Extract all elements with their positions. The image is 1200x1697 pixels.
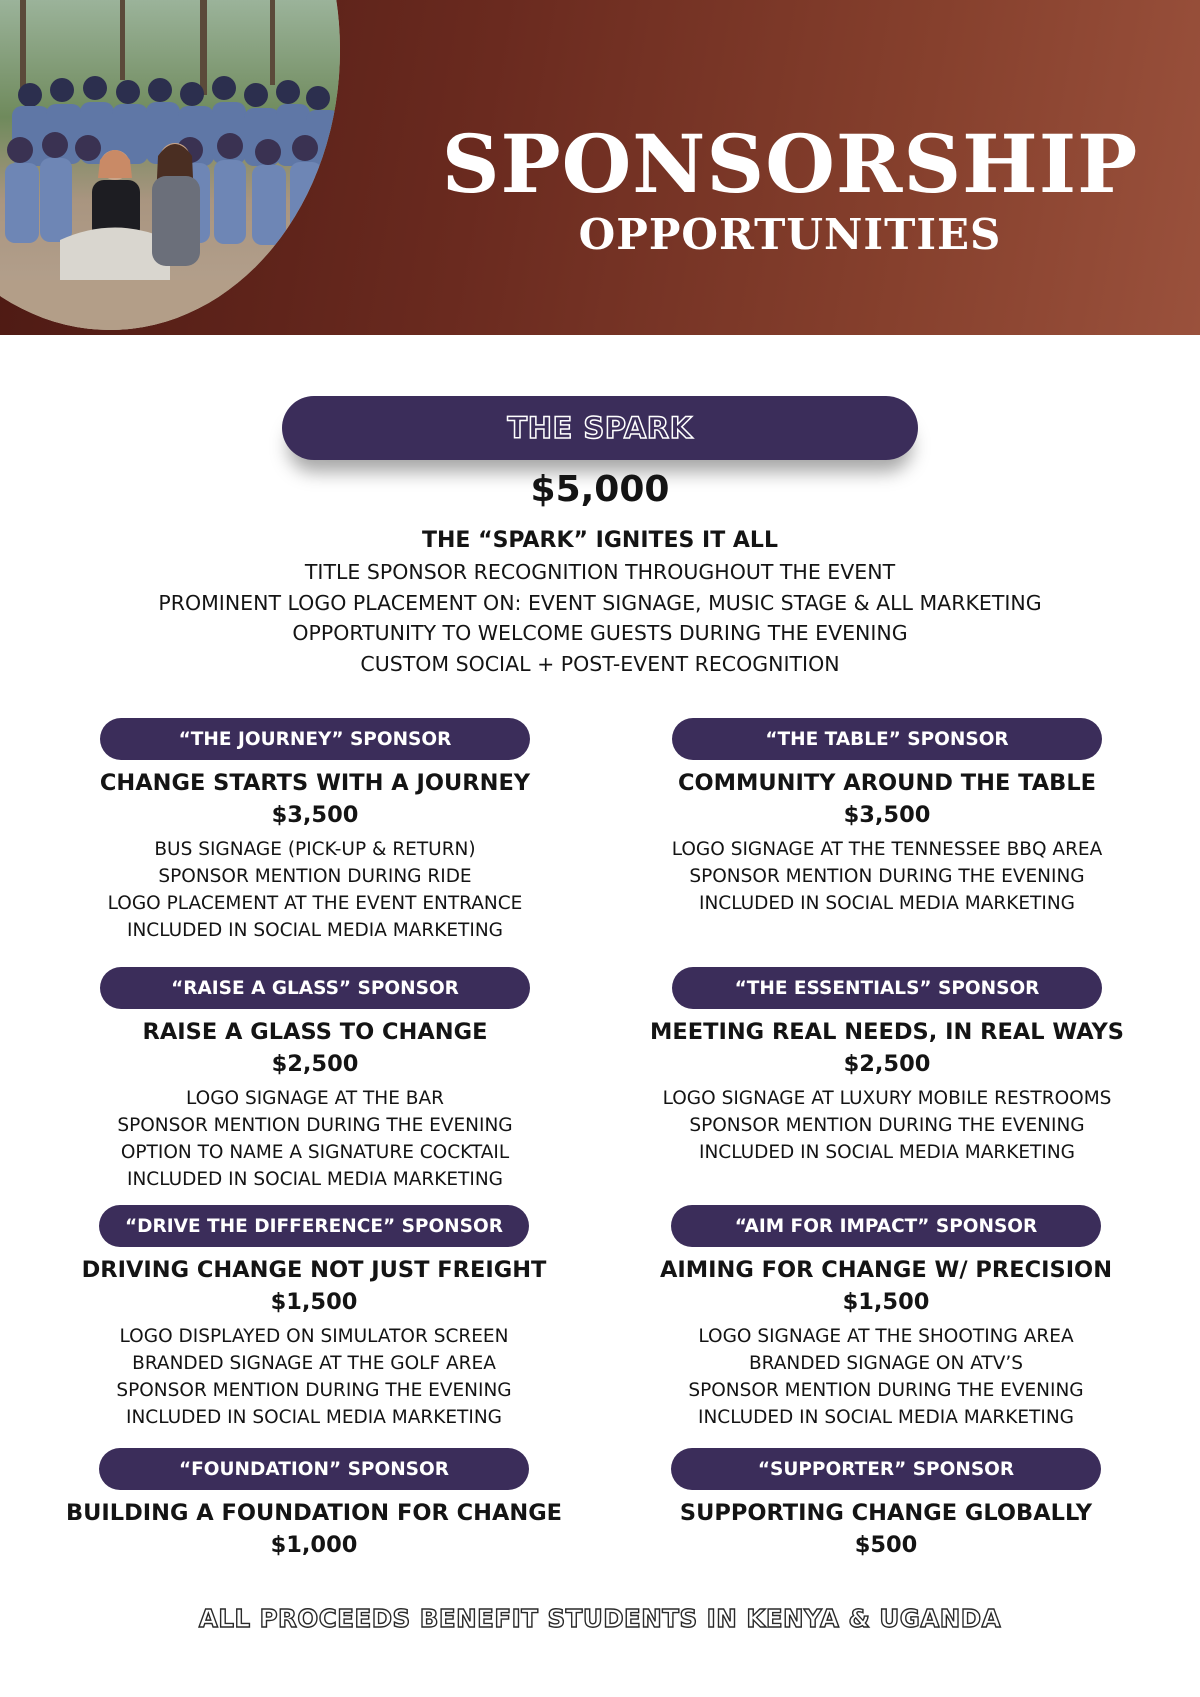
tier-price: $1,000 [270, 1532, 358, 1558]
tier-raise-a-glass [75, 967, 555, 1193]
benefit-item: INCLUDED IN SOCIAL MEDIA MARKETING [698, 893, 1075, 914]
tier-aim-for-impact [626, 1205, 1146, 1431]
tier-headline: CHANGE STARTS WITH A JOURNEY [99, 770, 531, 796]
tier-price: $3,500 [843, 802, 931, 828]
tier-label-pill: “THE ESSENTIALS” SPONSOR [672, 967, 1102, 1009]
tier-label-pill: “SUPPORTER” SPONSOR [671, 1448, 1101, 1490]
tier-price: $500 [854, 1532, 918, 1558]
benefit-item: OPTION TO NAME A SIGNATURE COCKTAIL [120, 1142, 510, 1163]
tier-headline: SUPPORTING CHANGE GLOBALLY [679, 1500, 1093, 1526]
tier-label-pill: “THE JOURNEY” SPONSOR [100, 718, 530, 760]
tier-essentials [627, 967, 1147, 1166]
tier-table [647, 718, 1127, 917]
tier-label-pill: “AIM FOR IMPACT” SPONSOR [671, 1205, 1101, 1247]
spark-tagline: THE “SPARK” IGNITES IT ALL [422, 528, 778, 553]
benefit-item: INCLUDED IN SOCIAL MEDIA MARKETING [697, 1407, 1074, 1428]
students-photo [0, 0, 340, 330]
benefit-item: SPONSOR MENTION DURING RIDE [158, 866, 472, 887]
tier-headline: DRIVING CHANGE NOT JUST FREIGHT [81, 1257, 547, 1283]
benefit-item: SPONSOR MENTION DURING THE EVENING [117, 1115, 513, 1136]
benefit-item: LOGO SIGNAGE AT LUXURY MOBILE RESTROOMS [662, 1088, 1112, 1109]
tier-price: $2,500 [271, 1051, 359, 1077]
benefit-item: SPONSOR MENTION DURING THE EVENING [116, 1380, 512, 1401]
tier-price: $1,500 [842, 1289, 930, 1315]
header-banner [0, 0, 1200, 335]
tier-headline: MEETING REAL NEEDS, IN REAL WAYS [650, 1019, 1124, 1045]
tier-benefits-list [75, 1085, 555, 1193]
tier-benefits-list [75, 836, 555, 944]
tier-label-pill: “FOUNDATION” SPONSOR [99, 1448, 529, 1490]
benefit-item: LOGO DISPLAYED ON SIMULATOR SCREEN [119, 1326, 509, 1347]
spark-price: $5,000 [530, 469, 670, 510]
page-subtitle: OPPORTUNITIES [578, 210, 1002, 259]
spark-tier-pill [282, 396, 918, 460]
benefit-item: OPPORTUNITY TO WELCOME GUESTS DURING THE EVENING [292, 621, 908, 645]
benefit-item: BRANDED SIGNAGE ON ATV’S [748, 1353, 1024, 1374]
tier-benefits-list [626, 1323, 1146, 1431]
benefit-item: BRANDED SIGNAGE AT THE GOLF AREA [132, 1353, 496, 1374]
footer-note: ALL PROCEEDS BENEFIT STUDENTS IN KENYA & UGANDA [198, 1604, 1002, 1633]
spark-benefits-list [0, 557, 1200, 679]
benefit-item: SPONSOR MENTION DURING THE EVENING [688, 1380, 1084, 1401]
benefit-item: INCLUDED IN SOCIAL MEDIA MARKETING [126, 920, 503, 941]
benefit-item: SPONSOR MENTION DURING THE EVENING [689, 1115, 1085, 1136]
benefit-item: LOGO PLACEMENT AT THE EVENT ENTRANCE [107, 893, 523, 914]
benefit-item: BUS SIGNAGE (PICK-UP & RETURN) [154, 839, 476, 860]
tier-foundation [44, 1448, 584, 1562]
benefit-item: LOGO SIGNAGE AT THE TENNESSEE BBQ AREA [671, 839, 1103, 860]
photo-illustration [0, 0, 340, 330]
benefit-item: PROMINENT LOGO PLACEMENT ON: EVENT SIGNAGE, MUSIC STAGE & ALL MARKETING [158, 590, 1042, 615]
benefit-item: TITLE SPONSOR RECOGNITION THROUGHOUT THE EVENT [304, 560, 896, 584]
spark-tier-label: THE SPARK [507, 411, 693, 445]
tier-price: $2,500 [843, 1051, 931, 1077]
tier-label-pill: “RAISE A GLASS” SPONSOR [100, 967, 530, 1009]
page-title: SPONSORSHIP [441, 117, 1139, 211]
tier-benefits-list [627, 1085, 1147, 1166]
tier-benefits-list [647, 836, 1127, 917]
tier-benefits-list [54, 1323, 574, 1431]
tier-drive-the-difference [54, 1205, 574, 1431]
tier-supporter [626, 1448, 1146, 1562]
benefit-item: INCLUDED IN SOCIAL MEDIA MARKETING [125, 1407, 502, 1428]
tier-journey [75, 718, 555, 944]
tier-price: $1,500 [270, 1289, 358, 1315]
benefit-item: INCLUDED IN SOCIAL MEDIA MARKETING [126, 1169, 503, 1190]
tier-label-pill: “DRIVE THE DIFFERENCE” SPONSOR [99, 1205, 529, 1247]
tier-headline: RAISE A GLASS TO CHANGE [142, 1019, 488, 1045]
tier-price: $3,500 [271, 802, 359, 828]
benefit-item: CUSTOM SOCIAL + POST-EVENT RECOGNITION [360, 651, 840, 676]
tier-headline: BUILDING A FOUNDATION FOR CHANGE [65, 1500, 563, 1526]
tier-headline: AIMING FOR CHANGE W/ PRECISION [659, 1257, 1113, 1283]
benefit-item: SPONSOR MENTION DURING THE EVENING [689, 866, 1085, 887]
tier-label-pill: “THE TABLE” SPONSOR [672, 718, 1102, 760]
benefit-item: LOGO SIGNAGE AT THE BAR [186, 1088, 444, 1109]
benefit-item: LOGO SIGNAGE AT THE SHOOTING AREA [698, 1326, 1074, 1347]
benefit-item: INCLUDED IN SOCIAL MEDIA MARKETING [698, 1142, 1075, 1163]
tier-headline: COMMUNITY AROUND THE TABLE [677, 770, 1097, 796]
